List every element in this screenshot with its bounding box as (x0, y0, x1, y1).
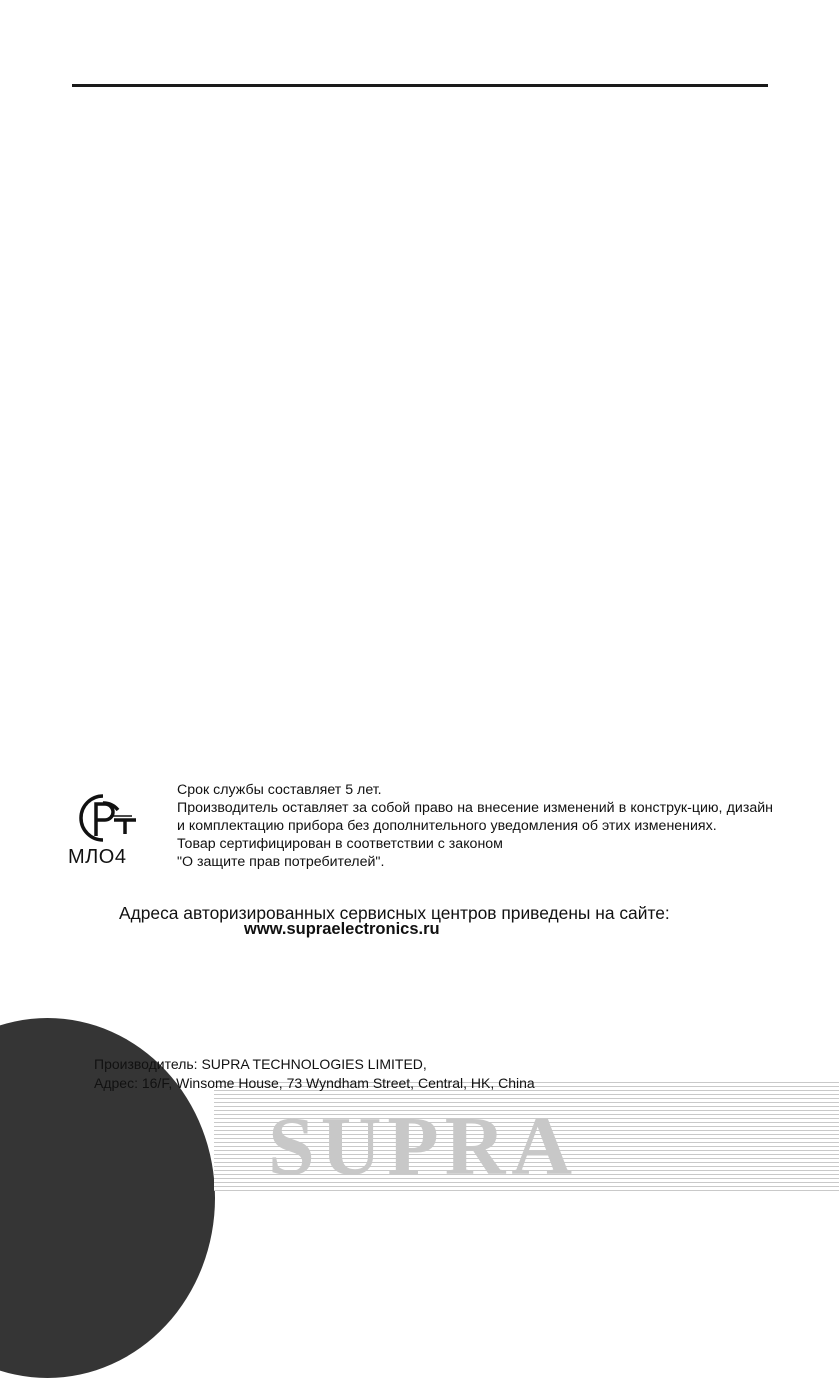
pct-certification-mark-icon (66, 790, 142, 846)
brand-watermark: SUPRA (268, 1100, 579, 1193)
service-life-text: Срок службы составляет 5 лет. (177, 782, 382, 798)
law-name-text: "О защите прав потребителей". (177, 854, 385, 870)
service-centers-text: Адреса авторизированных сервисных центров приведены на сайте: (119, 903, 670, 923)
manufacturer-address: Адрес: 16/F, Winsome House, 73 Wyndham Street, Central, HK, China (94, 1075, 535, 1091)
certification-code: МЛО4 (68, 846, 127, 868)
changes-notice-text: Производитель оставляет за собой право на внесение изменений в конструк-цию, дизайн и комплектацию прибора без дополнительного уведомления об этих изменениях. (177, 800, 773, 834)
top-divider (72, 84, 768, 87)
website-link[interactable]: www.supraelectronics.ru (244, 920, 440, 938)
manufacturer-name: Производитель: SUPRA TECHNOLOGIES LIMITED, (94, 1056, 427, 1072)
product-info (177, 781, 773, 871)
manufacturer-info (94, 1055, 535, 1093)
certification-text: Товар сертифицирован в соответствии с законом (177, 836, 503, 852)
